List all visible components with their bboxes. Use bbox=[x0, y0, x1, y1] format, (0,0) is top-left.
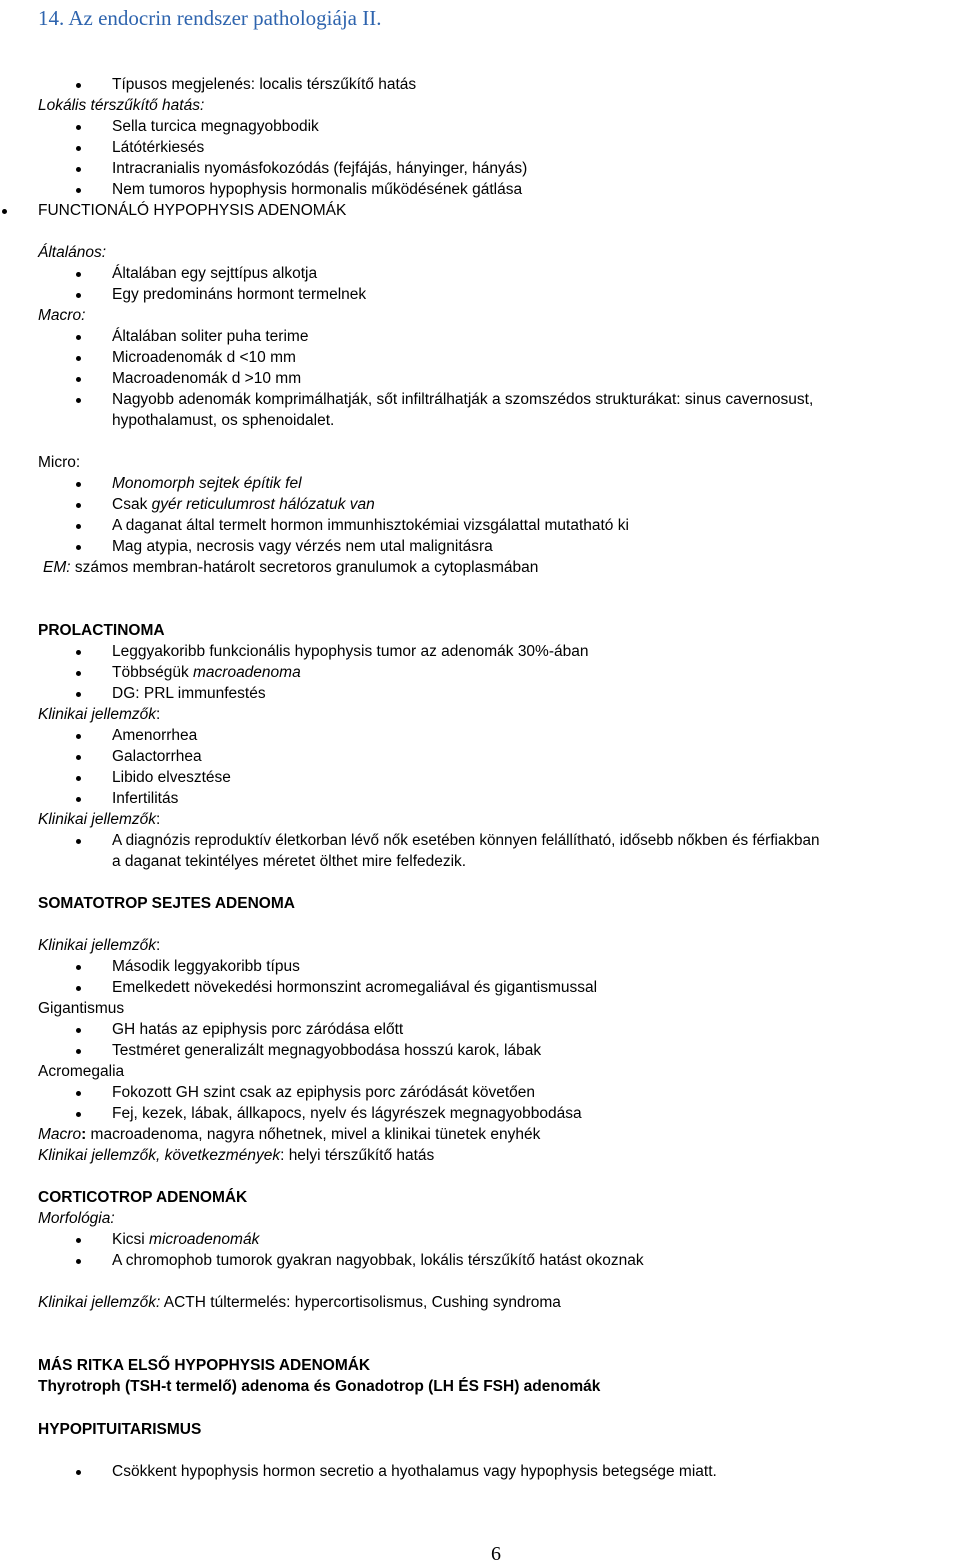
bullet bbox=[2, 209, 7, 214]
em-text: számos membran-határolt secretoros granulumok a cytoplasmában bbox=[70, 559, 539, 576]
label-italic: Klinikai jellemzők, következmények bbox=[38, 1147, 281, 1164]
em-label: EM: bbox=[43, 559, 71, 576]
bullet bbox=[76, 503, 81, 508]
list-item: Microadenomák d <10 mm bbox=[112, 349, 296, 366]
list-item: Intracranialis nyomásfokozódás (fejfájás, hányinger, hányás) bbox=[112, 160, 528, 177]
bullet bbox=[76, 545, 81, 550]
label-italic: Klinikai jellemzők bbox=[38, 706, 157, 723]
text-run: Többségük bbox=[112, 664, 193, 681]
label-colon: : bbox=[156, 706, 161, 723]
list-item: Második leggyakoribb típus bbox=[112, 958, 300, 975]
list-item: Általában soliter puha terime bbox=[112, 328, 309, 345]
bullet bbox=[76, 734, 81, 739]
list-item: Testméret generalizált megnagyobbodása hosszú karok, lábak bbox=[112, 1042, 542, 1059]
list-item: Nagyobb adenomák komprimálhatják, sőt infiltrálhatják a szomszédos strukturákat: sinus cavernosust, bbox=[112, 391, 814, 408]
list-item bbox=[112, 1230, 259, 1249]
list-item: GH hatás az epiphysis porc záródása előtt bbox=[112, 1021, 404, 1038]
text-run-italic: gyér reticulumrost hálózatuk van bbox=[151, 496, 375, 513]
section-label: Macro: bbox=[38, 307, 86, 324]
section-heading: MÁS RITKA ELSŐ HYPOPHYSIS ADENOMÁK bbox=[38, 1357, 371, 1374]
label-italic: Macro bbox=[38, 1126, 82, 1143]
bullet bbox=[76, 1028, 81, 1033]
list-item: Látótérkiesés bbox=[112, 139, 205, 156]
bullet bbox=[76, 146, 81, 151]
bullet bbox=[76, 293, 81, 298]
list-item: A diagnózis reproduktív életkorban lévő nők esetében könnyen felállítható, idősebb nőkben és férfiakban bbox=[112, 832, 820, 849]
list-item: Infertilitás bbox=[112, 790, 179, 807]
bullet bbox=[76, 377, 81, 382]
section-heading: FUNCTIONÁLÓ HYPOPHYSIS ADENOMÁK bbox=[38, 202, 347, 219]
bullet bbox=[76, 671, 81, 676]
section-label: Morfológia: bbox=[38, 1210, 115, 1227]
label-italic: Klinikai jellemzők: bbox=[38, 1294, 161, 1311]
bullet bbox=[76, 482, 81, 487]
list-item-continuation: hypothalamust, os sphenoidalet. bbox=[112, 412, 335, 429]
section-heading: CORTICOTROP ADENOMÁK bbox=[38, 1189, 248, 1206]
section-label: Gigantismus bbox=[38, 1000, 125, 1017]
bullet bbox=[76, 188, 81, 193]
bullet bbox=[76, 965, 81, 970]
text-run-italic: microadenomák bbox=[149, 1231, 260, 1248]
list-item: Libido elvesztése bbox=[112, 769, 231, 786]
page-number: 6 bbox=[491, 1543, 501, 1565]
list-item: Mag atypia, necrosis vagy vérzés nem utal malignitásra bbox=[112, 538, 493, 555]
text-run: Kicsi bbox=[112, 1231, 150, 1248]
bullet bbox=[76, 1470, 81, 1475]
section-label: Lokális térszűkítő hatás: bbox=[38, 97, 205, 114]
bullet bbox=[76, 398, 81, 403]
list-item: Nem tumoros hypophysis hormonalis működésének gátlása bbox=[112, 181, 523, 198]
bullet bbox=[76, 797, 81, 802]
section-heading: PROLACTINOMA bbox=[38, 622, 165, 639]
bullet bbox=[76, 839, 81, 844]
list-item-continuation: a daganat tekintélyes méretet ölthet mire felfedezik. bbox=[112, 853, 467, 870]
list-item: Típusos megjelenés: localis térszűkítő hatás bbox=[112, 76, 417, 93]
list-item bbox=[112, 495, 375, 514]
label-italic: Klinikai jellemzők bbox=[38, 811, 157, 828]
bullet bbox=[76, 1112, 81, 1117]
bullet bbox=[76, 272, 81, 277]
list-item bbox=[112, 663, 301, 682]
bullet bbox=[76, 1238, 81, 1243]
bullet bbox=[76, 650, 81, 655]
bullet bbox=[76, 167, 81, 172]
bullet bbox=[76, 986, 81, 991]
list-item: Egy predomináns hormont termelnek bbox=[112, 286, 367, 303]
em-line bbox=[43, 558, 538, 577]
bullet bbox=[76, 524, 81, 529]
list-item: Macroadenomák d >10 mm bbox=[112, 370, 302, 387]
consequence-line bbox=[38, 1146, 434, 1165]
clinical-line bbox=[38, 1293, 561, 1312]
list-item: Amenorrhea bbox=[112, 727, 198, 744]
section-label: Általános: bbox=[38, 244, 107, 261]
list-item: Fokozott GH szint csak az epiphysis porc záródását követően bbox=[112, 1084, 536, 1101]
section-heading: HYPOPITUITARISMUS bbox=[38, 1421, 202, 1438]
list-item: Emelkedett növekedési hormonszint acromegaliával és gigantismussal bbox=[112, 979, 598, 996]
list-item: Leggyakoribb funkcionális hypophysis tumor az adenomák 30%-ában bbox=[112, 643, 589, 660]
section-label: Acromegalia bbox=[38, 1063, 125, 1080]
consequence-text: : helyi térszűkítő hatás bbox=[280, 1147, 435, 1164]
section-heading: SOMATOTROP SEJTES ADENOMA bbox=[38, 895, 295, 912]
bullet bbox=[76, 1091, 81, 1096]
label-italic: Klinikai jellemzők bbox=[38, 937, 157, 954]
list-item: DG: PRL immunfestés bbox=[112, 685, 266, 702]
macro-text: macroadenoma, nagyra nőhetnek, mivel a klinikai tünetek enyhék bbox=[86, 1126, 541, 1143]
label-colon: : bbox=[156, 811, 161, 828]
text-run: Csak bbox=[112, 496, 152, 513]
text-run-italic: macroadenoma bbox=[193, 664, 301, 681]
list-item: Általában egy sejttípus alkotja bbox=[112, 265, 318, 282]
bullet bbox=[76, 83, 81, 88]
macro-line bbox=[38, 1125, 540, 1144]
bullet bbox=[76, 356, 81, 361]
section-label bbox=[38, 936, 160, 955]
label-colon: : bbox=[81, 1126, 87, 1143]
list-item: A daganat által termelt hormon immunhisztokémiai vizsgálattal mutatható ki bbox=[112, 517, 629, 534]
list-item: Galactorrhea bbox=[112, 748, 202, 765]
bullet bbox=[76, 776, 81, 781]
list-item: A chromophob tumorok gyakran nagyobbak, lokális térszűkítő hatást okoznak bbox=[112, 1252, 644, 1269]
bullet bbox=[76, 125, 81, 130]
section-label: Micro: bbox=[38, 454, 81, 471]
list-item: Sella turcica megnagyobbodik bbox=[112, 118, 319, 135]
bullet bbox=[76, 1049, 81, 1054]
bullet bbox=[76, 692, 81, 697]
list-item: Monomorph sejtek építik fel bbox=[112, 475, 302, 492]
section-label bbox=[38, 810, 160, 829]
section-label bbox=[38, 705, 160, 724]
clinical-text: ACTH túltermelés: hypercortisolismus, Cushing syndroma bbox=[160, 1294, 561, 1311]
page-title: 14. Az endocrin rendszer pathologiája II. bbox=[38, 6, 382, 30]
bullet bbox=[76, 755, 81, 760]
list-item: Csökkent hypophysis hormon secretio a hyothalamus vagy hypophysis betegsége miatt. bbox=[112, 1463, 717, 1480]
label-colon: : bbox=[156, 937, 161, 954]
bullet bbox=[76, 335, 81, 340]
list-item: Fej, kezek, lábak, állkapocs, nyelv és lágyrészek megnagyobbodása bbox=[112, 1105, 582, 1122]
section-subheading: Thyrotroph (TSH-t termelő) adenoma és Gonadotrop (LH ÉS FSH) adenomák bbox=[38, 1378, 601, 1395]
bullet bbox=[76, 1259, 81, 1264]
